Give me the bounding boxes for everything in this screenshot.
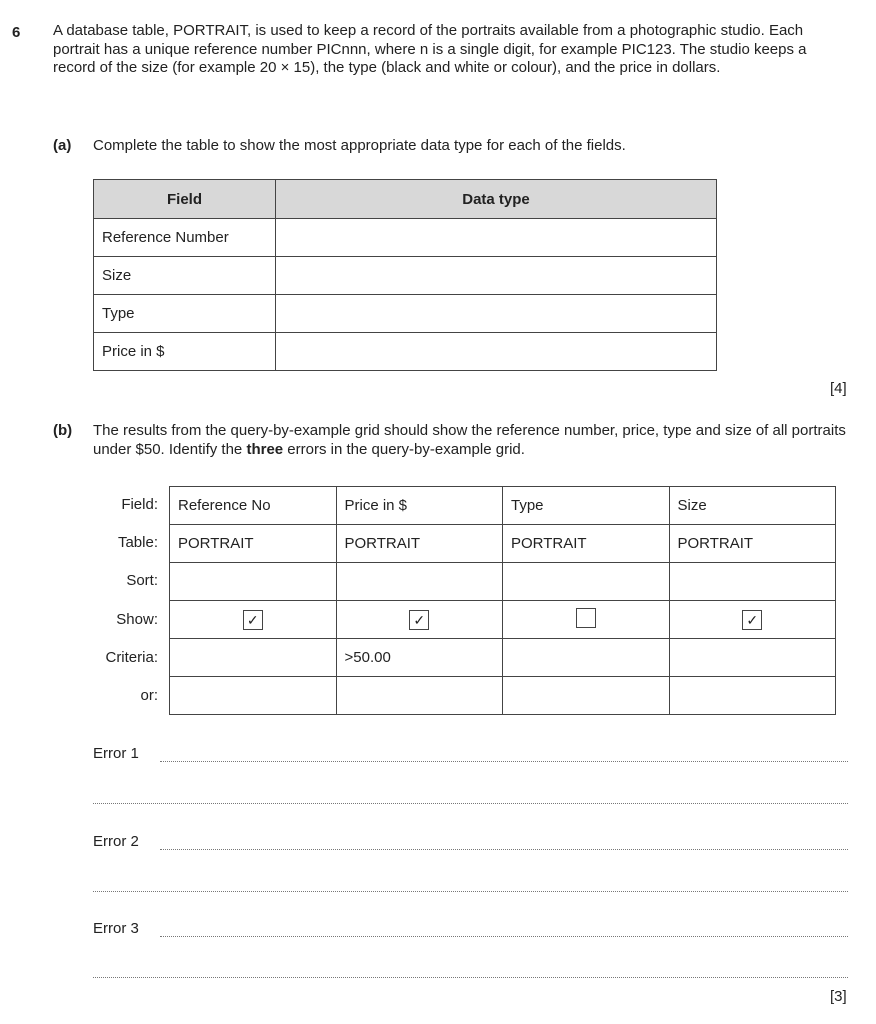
qbe-sort-cell <box>669 563 836 601</box>
table-row <box>94 333 717 371</box>
qbe-row-field <box>170 487 836 525</box>
qbe-table-cell: PORTRAIT <box>170 525 337 563</box>
qbe-or-cell <box>170 677 337 715</box>
qbe-row-show <box>170 601 836 639</box>
qbe-field-cell: Size <box>669 487 836 525</box>
query-by-example-grid <box>169 486 836 715</box>
qbe-table-cell: PORTRAIT <box>503 525 670 563</box>
table-row <box>94 257 717 295</box>
data-type-table <box>93 179 717 371</box>
qbe-label-show: Show: <box>116 611 158 628</box>
qbe-row-or <box>170 677 836 715</box>
table-row <box>94 295 717 333</box>
qbe-or-cell <box>503 677 670 715</box>
qbe-label-sort: Sort: <box>126 572 158 589</box>
part-b-text: The results from the query-by-example grid should show the reference number, price, type and size of all portraits under $50. Identify the three errors in the query-by-example grid. <box>93 422 846 458</box>
qbe-or-cell <box>669 677 836 715</box>
show-checkbox[interactable]: ✓ <box>243 610 263 630</box>
error-1-answer-line-2[interactable] <box>93 803 848 804</box>
data-type-answer-cell[interactable] <box>276 295 717 333</box>
qbe-criteria-cell <box>503 639 670 677</box>
field-name: Type <box>94 295 276 333</box>
error-1-label: Error 1 <box>93 745 139 762</box>
error-2-label: Error 2 <box>93 833 139 850</box>
show-checkbox[interactable]: ✓ <box>409 610 429 630</box>
qbe-criteria-cell <box>669 639 836 677</box>
field-name: Price in $ <box>94 333 276 371</box>
qbe-field-cell: Type <box>503 487 670 525</box>
qbe-or-cell <box>336 677 503 715</box>
part-b-marks: [3] <box>830 988 847 1005</box>
qbe-table-cell: PORTRAIT <box>336 525 503 563</box>
data-type-answer-cell[interactable] <box>276 257 717 295</box>
table-row <box>94 219 717 257</box>
qbe-row-table <box>170 525 836 563</box>
qbe-field-cell: Price in $ <box>336 487 503 525</box>
part-a-text: Complete the table to show the most appropriate data type for each of the fields. <box>93 137 626 154</box>
show-checkbox[interactable] <box>576 608 596 628</box>
error-3-answer-line[interactable] <box>160 936 848 937</box>
error-2-answer-line[interactable] <box>160 849 848 850</box>
part-a-letter: (a) <box>53 137 72 154</box>
question-intro: A database table, PORTRAIT, is used to keep a record of the portraits available from a photographic studio. Each portrait has a unique reference number PICnnn, where n is a single digit, for example PIC123. The studio keeps a record of the size (for example 20 × 15), the type (black and white or colour), and the price in dollars. <box>53 22 807 76</box>
qbe-criteria-cell <box>170 639 337 677</box>
error-3-answer-line-2[interactable] <box>93 977 848 978</box>
qbe-label-or: or: <box>140 687 158 704</box>
data-type-answer-cell[interactable] <box>276 333 717 371</box>
qbe-table-cell: PORTRAIT <box>669 525 836 563</box>
error-2-answer-line-2[interactable] <box>93 891 848 892</box>
field-name: Reference Number <box>94 219 276 257</box>
qbe-label-table: Table: <box>117 534 158 551</box>
qbe-criteria-cell: >50.00 <box>336 639 503 677</box>
qbe-sort-cell <box>336 563 503 601</box>
field-name: Size <box>94 257 276 295</box>
qbe-row-criteria <box>170 639 836 677</box>
qbe-sort-cell <box>503 563 670 601</box>
data-type-answer-cell[interactable] <box>276 219 717 257</box>
header-field: Field <box>94 180 276 219</box>
qbe-row-sort <box>170 563 836 601</box>
show-checkbox[interactable]: ✓ <box>742 610 762 630</box>
part-a-marks: [4] <box>830 380 847 397</box>
qbe-label-field: Field: <box>121 496 158 513</box>
header-data-type: Data type <box>276 180 717 219</box>
question-number: 6 <box>12 24 21 41</box>
qbe-sort-cell <box>170 563 337 601</box>
qbe-field-cell: Reference No <box>170 487 337 525</box>
error-1-answer-line[interactable] <box>160 761 848 762</box>
error-3-label: Error 3 <box>93 920 139 937</box>
qbe-label-criteria: Criteria: <box>105 649 158 666</box>
part-b-letter: (b) <box>53 422 73 439</box>
